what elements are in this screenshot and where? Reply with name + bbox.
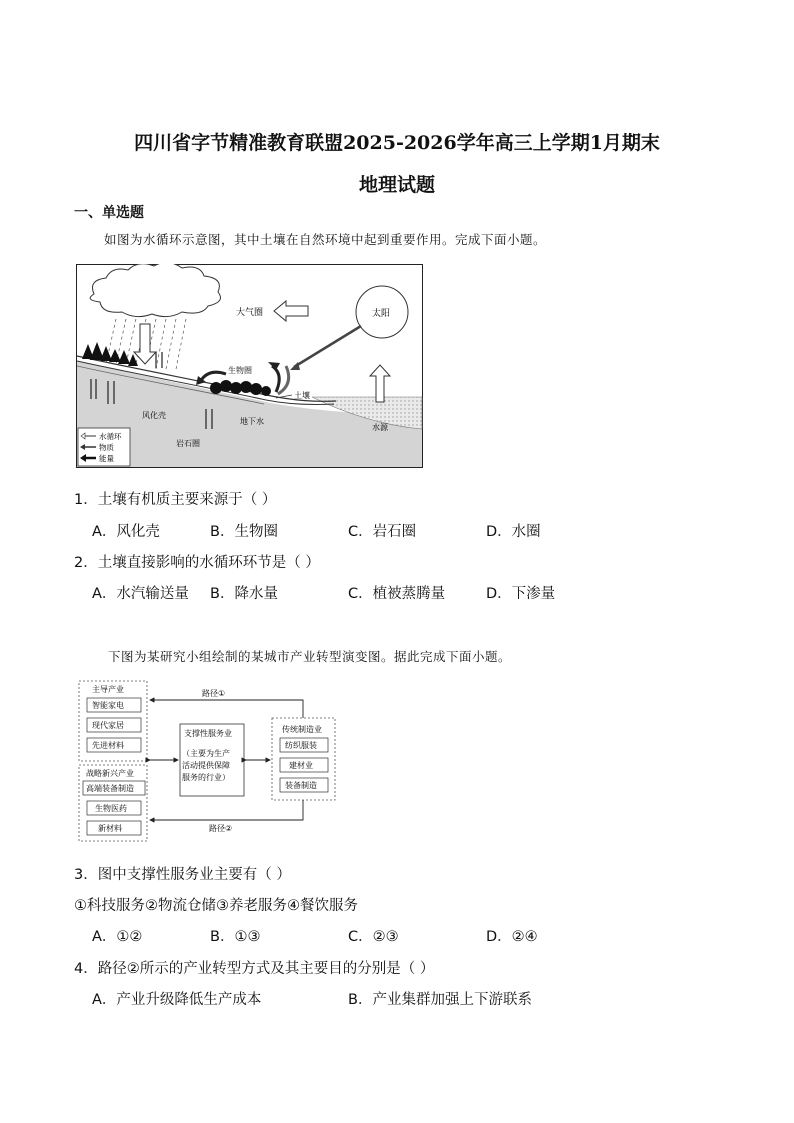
- group2-intro: 下图为某研究小组绘制的某城市产业转型演变图。据此完成下面小题。: [108, 649, 512, 664]
- question-2-option-d[interactable]: D．下渗量: [486, 586, 556, 602]
- question-2-option-a[interactable]: A．水汽输送量: [92, 586, 189, 602]
- support-desc: 活动提供保障: [182, 761, 230, 770]
- support-desc: （主要为生产: [182, 749, 230, 758]
- traditional-item: 建材业: [289, 761, 313, 770]
- legend-energy: 能量: [99, 454, 114, 463]
- traditional-item: 纺织服装: [285, 741, 317, 750]
- label-biosphere: 生物圈: [228, 366, 252, 375]
- label-water-source: 水源: [372, 423, 388, 432]
- emerging-item: 生物医药: [95, 804, 127, 813]
- question-4-option-b[interactable]: B．产业集群加强上下游联系: [348, 992, 532, 1008]
- path-2-label: 路径②: [209, 824, 233, 833]
- support-desc: 服务的行业）: [182, 773, 230, 782]
- path-1-line: [150, 700, 303, 718]
- question-2-option-c[interactable]: C．植被蒸腾量: [348, 586, 446, 602]
- question-3-option-b[interactable]: B．①③: [210, 929, 261, 945]
- traditional-title: 传统制造业: [282, 725, 322, 734]
- emerging-title: 战略新兴产业: [86, 769, 134, 778]
- leading-item: 先进材料: [92, 741, 124, 750]
- label-atmosphere: 大气圈: [236, 308, 264, 318]
- question-4-stem: 4．路径②所示的产业转型方式及其主要目的分别是（ ）: [74, 961, 435, 977]
- label-lithosphere: 岩石圈: [176, 439, 200, 448]
- section-heading: 一、单选题: [74, 205, 144, 221]
- traditional-item: 装备制造: [285, 781, 317, 790]
- leading-item: 智能家电: [92, 701, 124, 710]
- question-3-items: ①科技服务②物流仓储③养老服务④餐饮服务: [74, 898, 358, 914]
- question-3-option-c[interactable]: C．②③: [348, 929, 399, 945]
- water-cycle-figure: [76, 264, 423, 468]
- leading-item: 现代家居: [92, 721, 124, 730]
- question-3-option-d[interactable]: D．②④: [486, 929, 538, 945]
- legend-water-cycle: 水循环: [99, 432, 122, 441]
- label-soil: 土壤: [294, 391, 310, 400]
- question-1-stem: 1．土壤有机质主要来源于（ ）: [74, 492, 277, 508]
- emerging-item: 新材料: [98, 824, 122, 833]
- label-groundwater: 地下水: [240, 417, 264, 426]
- question-1-option-a[interactable]: A．风化壳: [92, 524, 160, 540]
- label-sun: 太阳: [372, 309, 391, 319]
- industry-diagram: [76, 676, 338, 842]
- paper-title-line2: 地理试题: [358, 174, 435, 196]
- question-4-option-a[interactable]: A．产业升级降低生产成本: [92, 992, 262, 1008]
- legend-material: 物质: [99, 443, 114, 452]
- question-3-stem: 3．图中支撑性服务业主要有（ ）: [74, 867, 291, 883]
- question-1-option-b[interactable]: B．生物圈: [210, 524, 278, 540]
- question-1-option-d[interactable]: D．水圈: [486, 524, 541, 540]
- question-2-stem: 2．土壤直接影响的水循环环节是（ ）: [74, 555, 320, 571]
- emerging-item: 高端装备制造: [86, 784, 134, 793]
- path-1-label: 路径①: [202, 689, 226, 698]
- path-2-line: [150, 800, 303, 820]
- question-1-option-c[interactable]: C．岩石圈: [348, 524, 417, 540]
- support-title: 支撑性服务业: [184, 729, 232, 738]
- label-weathering: 风化壳: [142, 411, 166, 420]
- group1-intro: 如图为水循环示意图，其中土壤在自然环境中起到重要作用。完成下面小题。: [104, 232, 547, 247]
- question-2-option-b[interactable]: B．降水量: [210, 586, 278, 602]
- leading-title: 主导产业: [92, 685, 124, 694]
- question-3-option-a[interactable]: A．①②: [92, 929, 143, 945]
- paper-title-line1: 四川省字节精准教育联盟2025-2026学年高三上学期1月期末: [134, 132, 660, 154]
